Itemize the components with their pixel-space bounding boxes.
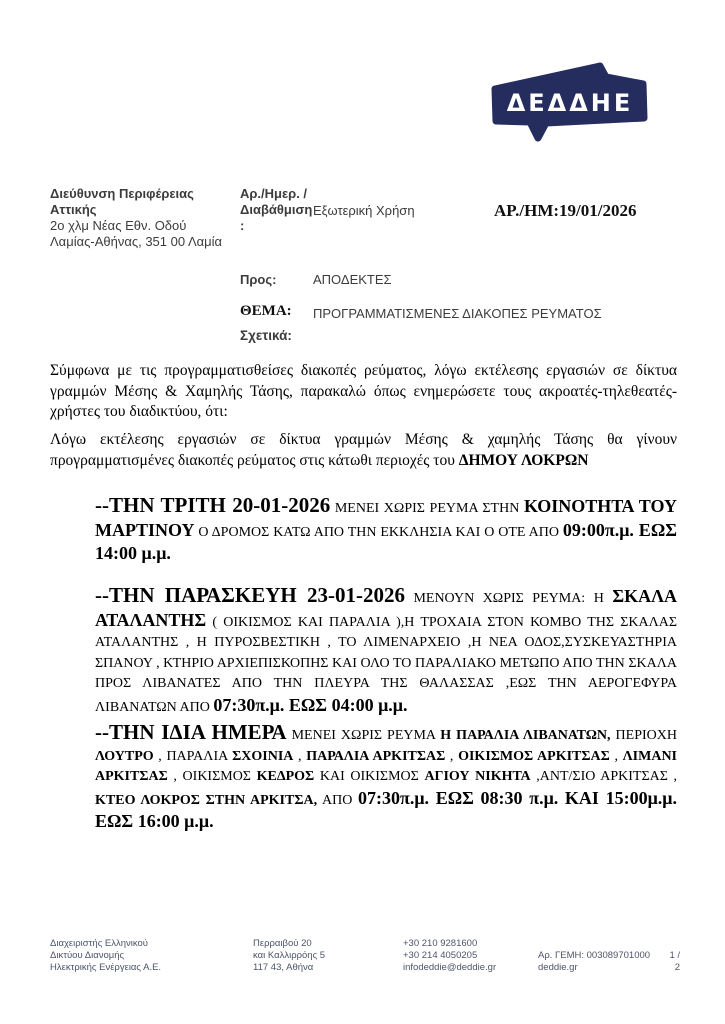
directorate-name: Διεύθυνση Περιφέρειας Αττικής <box>50 186 194 217</box>
outage-lead: ΜΕΝΕΙ ΧΩΡΙΣ ΡΕΥΜΑ <box>286 728 441 744</box>
ref-classification-value: Εξωτερική Χρήση <box>313 203 415 218</box>
page-number <box>646 950 680 974</box>
outage-area: ΣΚΑΛΑ ΑΤΑΛΑΝΤΗΣ <box>95 585 677 630</box>
to-value: ΑΠΟΔΕΚΤΕΣ <box>313 272 392 287</box>
outage-block-friday <box>95 582 677 717</box>
outage-lead: ΜΕΝΟΥΝ ΧΩΡΙΣ ΡΕΥΜΑ: Η <box>404 590 613 606</box>
protocol-number: ΑΡ./ΗΜ:19/01/2026 <box>494 201 637 220</box>
outage-separator: ΚΑΙ ΟΙΚΙΣΜΟΣ <box>314 769 425 785</box>
outage-separator: ΠΕΡΙΟΧΗ <box>610 728 677 744</box>
outage-detail: Ο ΔΡΟΜΟΣ ΚΑΤΩ ΑΠΟ ΤΗΝ ΕΚΚΛΗΣΙΑ ΚΑΙ Ο ΟΤΕ ΑΠΟ <box>194 524 563 540</box>
outage-block-tuesday <box>95 492 677 566</box>
subject-value: ΠΡΟΓΡΑΜΜΑΤΙΣΜΕΝΕΣ ΔΙΑΚΟΠΕΣ ΡΕΥΜΑΤΟΣ <box>313 306 602 321</box>
deddie-logo-icon <box>490 62 648 144</box>
footer-address-line: 117 43, Αθήνα <box>253 962 314 973</box>
outage-area: ΚΤΕΟ ΛΟΚΡΟΣ ΣΤΗΝ ΑΡΚΙΤΣΑ, <box>95 792 318 808</box>
directorate-address-line2: Λαμίας-Αθήνας, 351 00 Λαμία <box>50 234 223 249</box>
deddie-logo <box>490 62 648 144</box>
outage-separator: , <box>445 748 459 764</box>
footer-registry <box>538 950 650 974</box>
notice-text: Λόγω εκτέλεσης εργασιών σε δίκτυα γραμμών Μέσης & χαμηλής Τάσης θα γίνουν προγραμματισμένες διακοπές ρεύματος στις κάτωθι περιοχές του <box>50 431 677 469</box>
outage-time: 07:30π.μ. ΕΩΣ 08:30 π.μ. ΚΑΙ 15:00μ.μ. ΕΩΣ 16:00 μ.μ. <box>95 787 678 832</box>
outage-separator: , <box>293 748 307 764</box>
subject-label: ΘΕΜΑ: <box>240 303 292 319</box>
footer-company-line: Ηλεκτρικής Ενέργειας Α.Ε. <box>50 962 162 973</box>
outage-separator: , ΠΑΡΑΛΙΑ <box>153 748 233 764</box>
outage-detail: ( ΟΙΚΙΣΜΟΣ ΚΑΙ ΠΑΡΑΛΙΑ ),Η ΤΡΟΧΑΙΑ ΣΤΟΝ ΚΟΜΒΟ ΤΗΣ ΣΚΑΛΑΣ ΑΤΑΛΑΝΤΗΣ , Η ΠΥΡΟΣΒΕΣΤΙΚΗ , ΤΟ ΛΙΜΕΝΑΡΧΕΙΟ ,Η ΝΕΑ ΟΔΟΣ,ΣΥΣΚΕΥΑΣΤΗΡΙΑ ΣΠΑΝΟΥ , ΚΤΗΡΙΟ ΑΡΧΙΕΠΙΣΚΟΠΗΣ ΚΑΙ ΟΛΟ ΤΟ ΠΑΡΑΛΙΑΚΟ ΜΕΤΩΠΟ ΑΠΟ ΤΗΝ ΣΚΑΛΑ ΠΡΟΣ ΛΙΒΑΝΑΤΕΣ ΑΠΟ ΤΗΝ ΠΛΕΥΡΑ ΤΗΣ ΘΑΛΑΣΣΑΣ ,ΕΩΣ ΤΗΝ ΑΕΡΟΓΕΦΥΡΑ ΛΙΒΑΝΑΤΩΝ ΑΠΟ <box>95 614 677 715</box>
outage-date: --ΤΗΝ ΙΔΙΑ ΗΜΕΡΑ <box>95 720 287 745</box>
page-number-current: 1 / <box>669 950 680 961</box>
footer-address <box>253 938 325 974</box>
outage-lead: ΜΕΝΕΙ ΧΩΡΙΣ ΡΕΥΜΑ ΣΤΗΝ <box>330 501 524 516</box>
intro-paragraph: Σύμφωνα με τις προγραμματισθείσες διακοπές ρεύματος, λόγω εκτέλεσης εργασιών σε δίκτυα γραμμών Μέσης & Χαμηλής Τάσης, παρακαλώ όπως ενημερώσετε τους ακροατές-τηλεθεατές-χρήστες του διαδικτύου, ότι: <box>50 362 677 420</box>
outage-date: --ΤΗΝ ΠΑΡΑΣΚΕΥΗ 23-01-2026 <box>95 582 405 607</box>
outage-announcements <box>95 492 677 850</box>
notice-municipality: ΔΗΜΟΥ ΛΟΚΡΩΝ <box>458 451 589 469</box>
outage-separator: , ΟΙΚΙΣΜΟΣ <box>167 769 257 785</box>
footer-company <box>50 938 161 974</box>
issuing-directorate <box>50 186 255 250</box>
footer-address-line: Περραιβού 20 <box>253 938 312 949</box>
outage-separator: ,ΑΝΤ/ΣΙΟ ΑΡΚΙΤΣΑΣ , <box>530 769 677 785</box>
outage-separator: ΑΠΟ <box>317 792 358 808</box>
page-number-total: 2 <box>674 962 680 973</box>
footer-company-line: Δικτύου Διανομής <box>50 950 125 961</box>
outage-area: ΣΧΟΙΝΙΑ <box>232 748 294 764</box>
outage-date: --ΤΗΝ ΤΡΙΤΗ 20-01-2026 <box>95 493 331 517</box>
outage-area: ΑΓΙΟΥ ΝΙΚΗΤΑ <box>424 769 531 785</box>
outage-area: ΛΟΥΤΡΟ <box>95 748 154 764</box>
outage-block-same-day <box>95 719 677 834</box>
directorate-address-line1: 2ο χλμ Νέας Εθν. Οδού <box>50 218 187 233</box>
footer-phone-2: +30 214 4050205 <box>403 950 478 961</box>
notice-paragraph <box>50 430 677 471</box>
footer-email: infodeddie@deddie.gr <box>403 962 497 973</box>
footer-contact <box>403 938 496 974</box>
to-label: Προς: <box>240 272 277 287</box>
outage-area: ΠΑΡΑΛΙΑ ΑΡΚΙΤΣΑΣ <box>306 748 446 764</box>
outage-area: ΚΟΙΝΟΤΗΤΑ ΤΟΥ ΜΑΡΤΙΝΟΥ <box>95 496 677 540</box>
footer-phone-1: +30 210 9281600 <box>403 938 478 949</box>
footer-address-line: και Καλλιρρόης 5 <box>253 950 326 961</box>
outage-area: ΟΙΚΙΣΜΟΣ ΑΡΚΙΤΣΑΣ <box>458 748 610 764</box>
outage-separator: , <box>609 748 623 764</box>
footer-gemi-number: Αρ. ΓΕΜΗ: 003089701000 <box>538 950 651 961</box>
outage-time: 09:00π.μ. ΕΩΣ 14:00 μ.μ. <box>95 519 677 564</box>
footer-company-line: Διαχειριστής Ελληνικού <box>50 938 149 949</box>
ref-classification-label: Αρ./Ημερ. / Διαβάθμιση: <box>240 186 313 233</box>
outage-area: ΚΕΔΡΟΣ <box>256 769 315 785</box>
outage-time: 07:30π.μ. ΕΩΣ 04:00 μ.μ. <box>213 694 408 715</box>
outage-area: ΛΙΜΑΝΙ ΑΡΚΙΤΣΑΣ <box>95 748 678 785</box>
outage-area: Η ΠΑΡΑΛΙΑ ΛΙΒΑΝΑΤΩΝ, <box>440 728 611 744</box>
footer-website: deddie.gr <box>538 962 578 973</box>
deddie-logo-text: ΔΕΔΔΗΕ <box>506 89 634 117</box>
related-label: Σχετικά: <box>240 328 292 343</box>
